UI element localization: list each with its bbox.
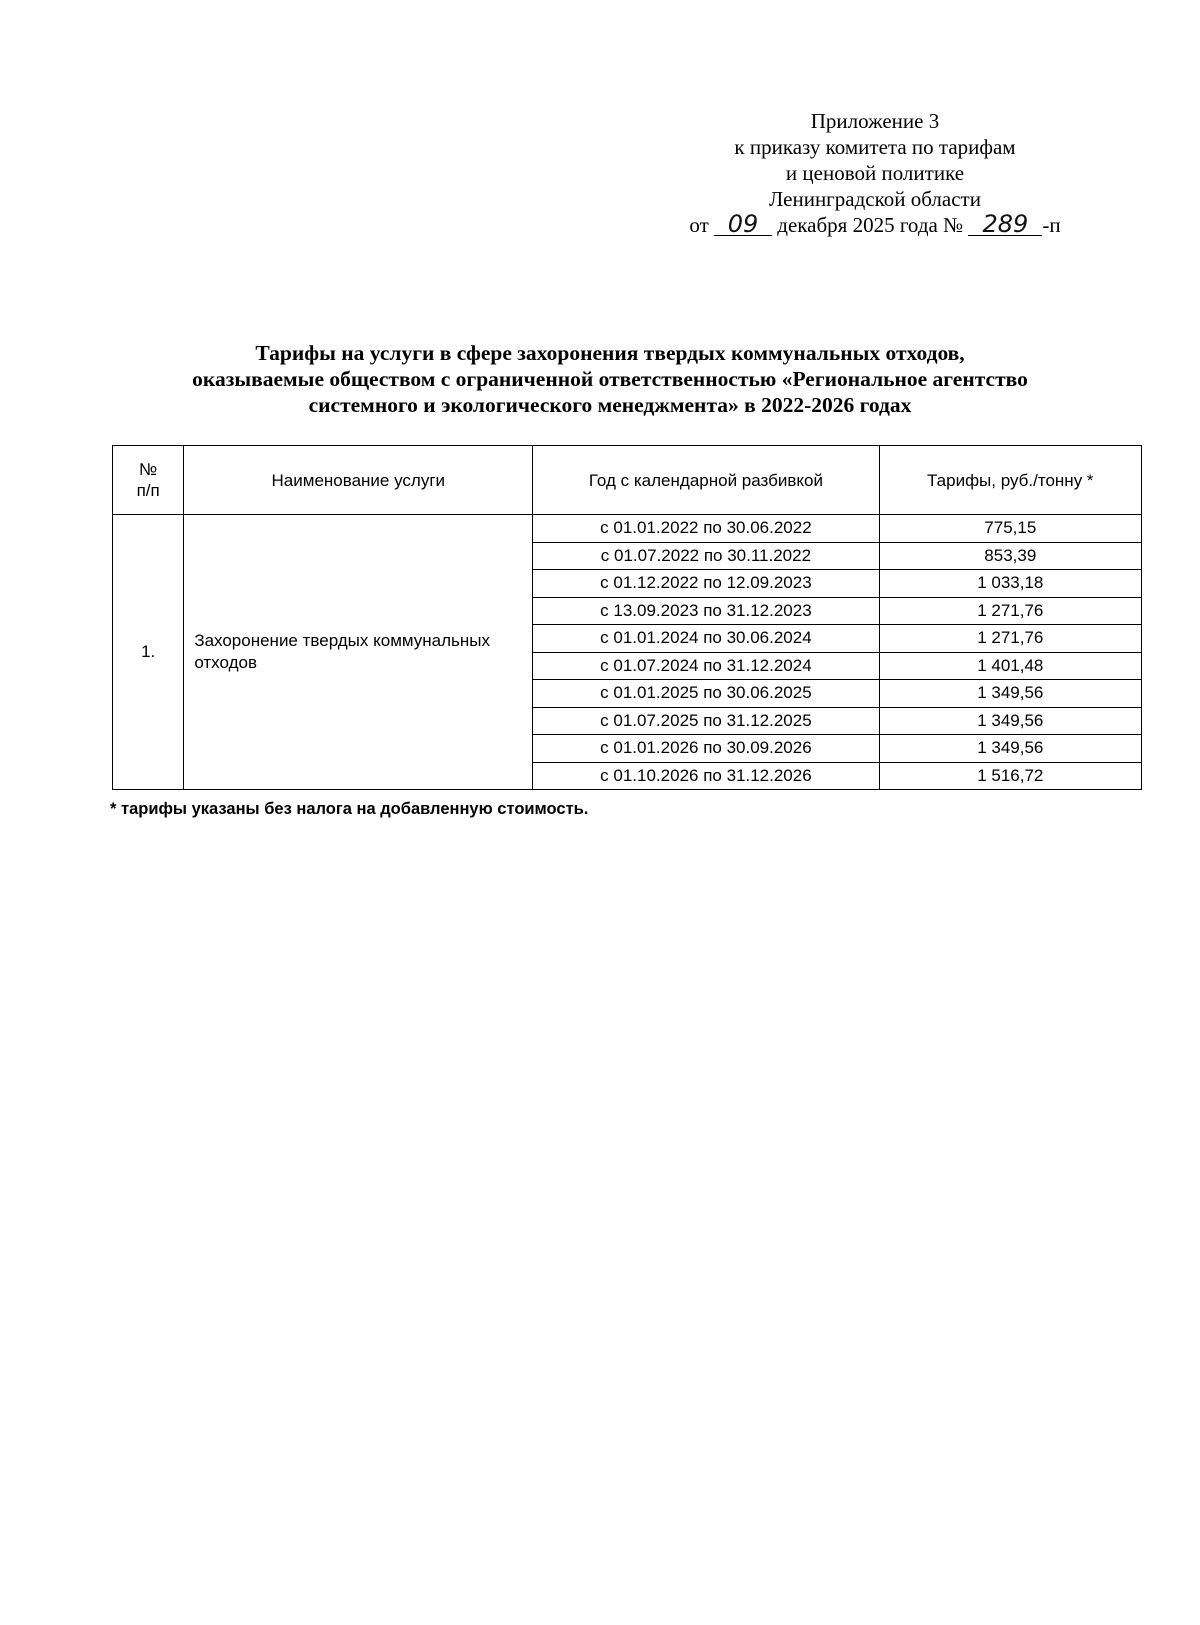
table-row — [113, 515, 1142, 543]
appendix-title: Приложение 3 — [810, 109, 940, 133]
period-cell: с 01.07.2025 по 31.12.2025 — [533, 707, 879, 735]
header-number — [113, 446, 184, 515]
period-cell: с 01.07.2022 по 30.11.2022 — [533, 542, 879, 570]
order-date-line — [640, 212, 1110, 238]
tariff-cell: 775,15 — [879, 515, 1141, 543]
header-service: Наименование услуги — [184, 446, 533, 515]
period-cell: с 01.01.2025 по 30.06.2025 — [533, 680, 879, 708]
handwritten-order-number: 289 — [968, 213, 1042, 236]
period-cell: с 13.09.2023 по 31.12.2023 — [533, 597, 879, 625]
appendix-reference — [640, 108, 1110, 238]
item-number: 1. — [113, 515, 184, 790]
tariff-cell: 1 349,56 — [879, 680, 1141, 708]
appendix-line: к приказу комитета по тарифам — [734, 135, 1016, 159]
period-cell: с 01.10.2026 по 31.12.2026 — [533, 762, 879, 790]
title-line: оказываемые обществом с ограниченной ответственностью «Региональное агентство — [192, 367, 1028, 391]
document-title — [110, 340, 1110, 418]
period-cell: с 01.01.2024 по 30.06.2024 — [533, 625, 879, 653]
header-number-symbol: № — [139, 460, 158, 479]
footnote: * тарифы указаны без налога на добавленную стоимость. — [110, 800, 589, 818]
tariff-cell: 1 033,18 — [879, 570, 1141, 598]
tariffs-table — [112, 445, 1142, 790]
appendix-line: и ценовой политике — [785, 161, 965, 185]
header-period: Год с календарной разбивкой — [533, 446, 879, 515]
tariff-cell: 1 349,56 — [879, 735, 1141, 763]
tariff-cell: 1 401,48 — [879, 652, 1141, 680]
month-year: декабря 2025 года № — [777, 213, 964, 237]
appendix-line: Ленинградской области — [769, 187, 981, 211]
order-number-suffix: -п — [1042, 213, 1061, 237]
tariff-cell: 1 271,76 — [879, 597, 1141, 625]
handwritten-day: 09 — [714, 213, 772, 236]
title-line: системного и экологического менеджмента» в 2022-2026 годах — [308, 393, 912, 417]
tariff-cell: 853,39 — [879, 542, 1141, 570]
table-header-row — [113, 446, 1142, 515]
period-cell: с 01.07.2024 по 31.12.2024 — [533, 652, 879, 680]
header-tariff: Тарифы, руб./тонну * — [879, 446, 1141, 515]
date-prefix: от — [689, 213, 709, 237]
tariff-cell: 1 271,76 — [879, 625, 1141, 653]
period-cell: с 01.01.2022 по 30.06.2022 — [533, 515, 879, 543]
table-body — [113, 515, 1142, 790]
tariff-cell: 1 349,56 — [879, 707, 1141, 735]
period-cell: с 01.12.2022 по 12.09.2023 — [533, 570, 879, 598]
tariff-cell: 1 516,72 — [879, 762, 1141, 790]
header-number-abbr: п/п — [136, 481, 160, 500]
title-line: Тарифы на услуги в сфере захоронения твердых коммунальных отходов, — [255, 341, 965, 365]
service-name: Захоронение твердых коммунальных отходов — [184, 515, 533, 790]
period-cell: с 01.01.2026 по 30.09.2026 — [533, 735, 879, 763]
